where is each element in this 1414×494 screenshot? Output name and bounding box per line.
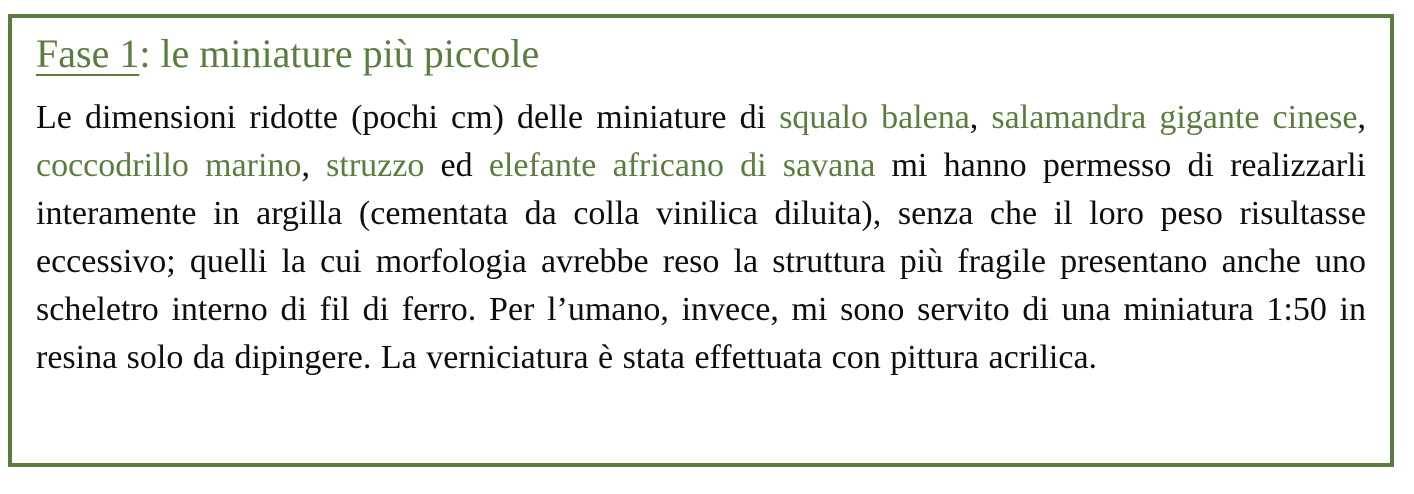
- text-segment: ed: [424, 147, 489, 184]
- body-paragraph: [36, 94, 1366, 382]
- highlight-salamandra-gigante-cinese: salamandra gigante cinese: [991, 99, 1358, 136]
- text-segment: ,: [1357, 99, 1366, 136]
- text-segment: mi hanno permesso di realizzarli interamente in argilla (cementata da colla vinilica diluita), senza che il loro peso risultasse eccessivo; quelli la cui morfologia avrebbe reso la struttura più fragile presentano anche uno scheletro interno di fil di ferro. Per l’umano, invece, mi sono servito di una miniatura 1:50 in resina solo da dipingere. La verniciatura è stata effettuata con pittura acrilica.: [36, 147, 1366, 376]
- text-segment: ,: [301, 147, 327, 184]
- section-title-rest: : le miniature più piccole: [139, 31, 540, 76]
- highlight-coccodrillo-marino: coccodrillo marino: [36, 147, 302, 184]
- section-title-phase-label: Fase 1: [36, 31, 140, 76]
- text-segment: Le dimensioni ridotte (pochi cm) delle miniature di: [36, 99, 780, 136]
- highlight-squalo-balena: squalo balena: [779, 99, 970, 136]
- bordered-text-box: [8, 14, 1394, 467]
- text-segment: ,: [969, 99, 992, 136]
- section-title: [36, 28, 1366, 80]
- highlight-struzzo: struzzo: [326, 147, 425, 184]
- highlight-elefante-africano-di-savana: elefante africano di savana: [488, 147, 876, 184]
